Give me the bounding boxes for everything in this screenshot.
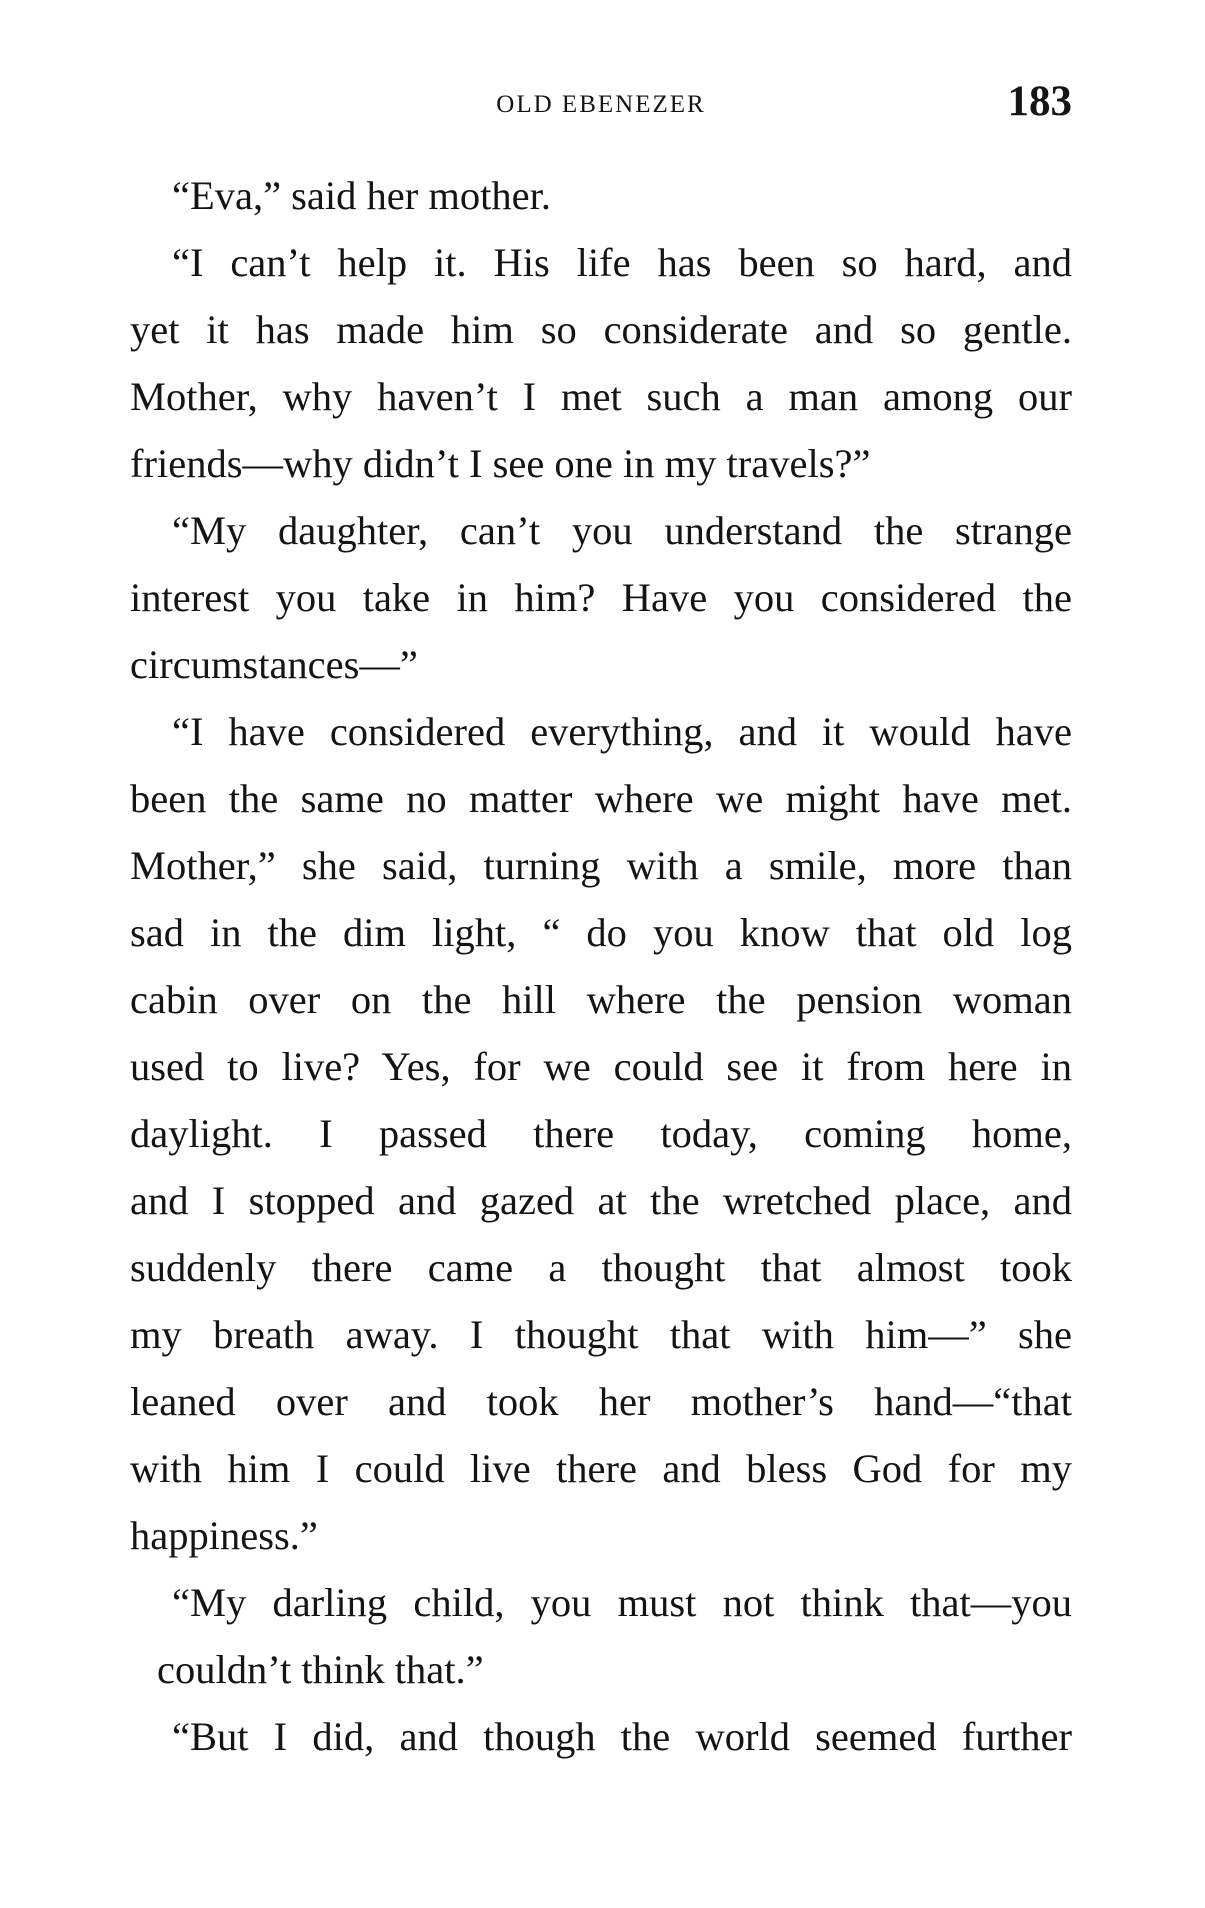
- text-line: and I stopped and gazed at the wretched place, and: [130, 1178, 1072, 1223]
- text-line: couldn’t think that.”: [157, 1647, 484, 1692]
- text-line: “I can’t help it. His life has been so hard, and: [172, 240, 1072, 285]
- text-line: “My darling child, you must not think that—you: [172, 1580, 1072, 1625]
- text-line: “My daughter, can’t you understand the strange: [172, 508, 1072, 553]
- text-line: circumstances—”: [130, 642, 418, 687]
- text-line: “I have considered everything, and it would have: [172, 709, 1072, 754]
- text-line: daylight. I passed there today, coming home,: [130, 1111, 1072, 1156]
- text-line: Mother,” she said, turning with a smile, more than: [130, 843, 1072, 888]
- page-number: 183: [1007, 78, 1072, 125]
- text-line: interest you take in him? Have you considered the: [130, 575, 1072, 620]
- text-line: Mother, why haven’t I met such a man among our: [130, 374, 1072, 419]
- text-line: used to live? Yes, for we could see it from here in: [130, 1044, 1072, 1089]
- text-line: with him I could live there and bless God for my: [130, 1446, 1072, 1491]
- running-header: [130, 78, 1072, 128]
- text-line: sad in the dim light, “ do you know that old log: [130, 910, 1072, 955]
- text-line: leaned over and took her mother’s hand—“that: [130, 1379, 1072, 1424]
- text-line: “But I did, and though the world seemed further: [172, 1714, 1072, 1759]
- running-title: OLD EBENEZER: [496, 91, 706, 118]
- text-line: yet it has made him so considerate and so gentle.: [130, 307, 1072, 352]
- text-line: my breath away. I thought that with him—” she: [130, 1312, 1072, 1357]
- text-line: friends—why didn’t I see one in my travels?”: [130, 441, 871, 486]
- text-line: cabin over on the hill where the pension woman: [130, 977, 1072, 1022]
- text-line: happiness.”: [130, 1513, 318, 1558]
- text-line: been the same no matter where we might have met.: [130, 776, 1072, 821]
- body-text: [130, 162, 1072, 1770]
- text-line: suddenly there came a thought that almost took: [130, 1245, 1072, 1290]
- text-line: “Eva,” said her mother.: [172, 173, 551, 218]
